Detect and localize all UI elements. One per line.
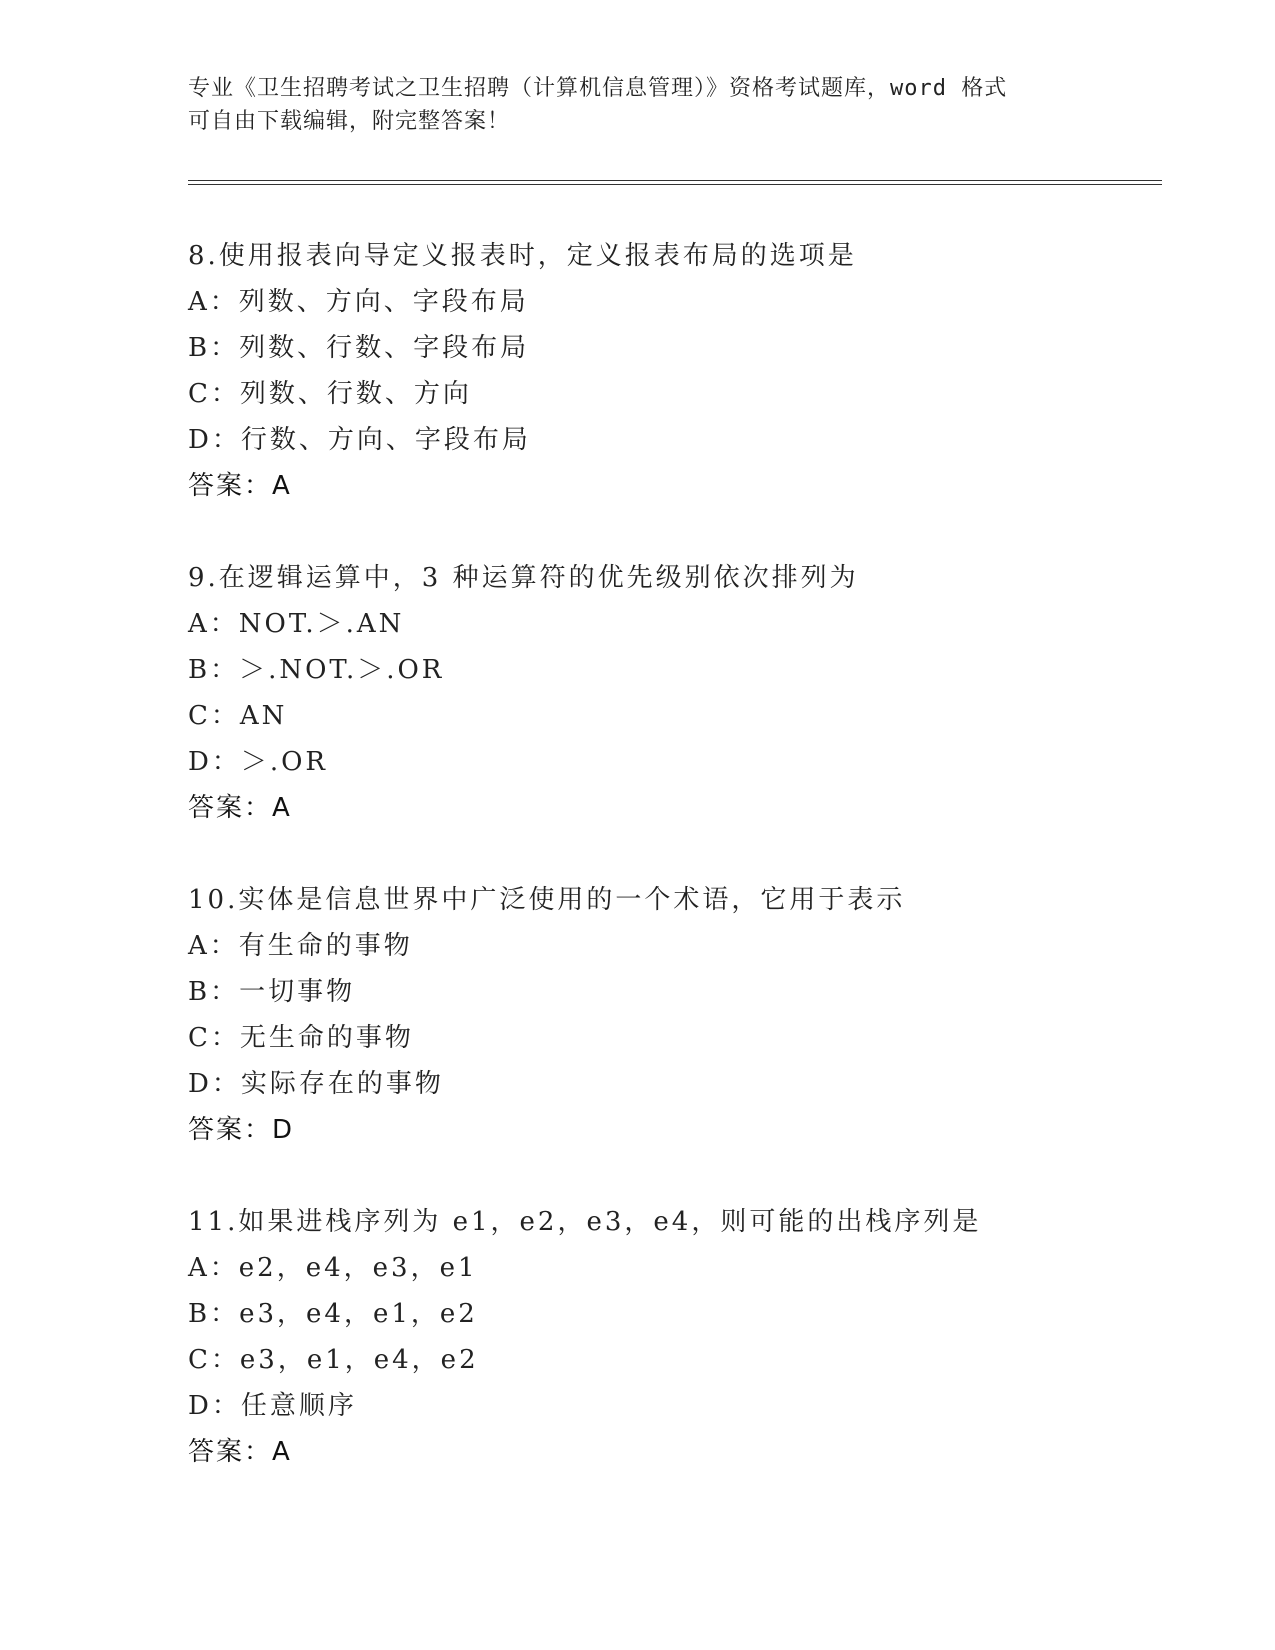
question-10 xyxy=(188,877,1128,1153)
document-header xyxy=(188,72,1088,138)
question-stem: 9.在逻辑运算中，3 种运算符的优先级别依次排列为 xyxy=(188,563,859,593)
option-b: B：一切事物 xyxy=(188,977,356,1007)
option-d: D：实际存在的事物 xyxy=(188,1069,444,1099)
option-c: C：AN xyxy=(188,701,288,731)
option-b: B：＞.NOT.＞.OR xyxy=(188,655,445,685)
answer-line: 答案：A xyxy=(188,471,292,501)
answer-line: 答案：A xyxy=(188,793,292,823)
option-a: A：e2，e4，e3，e1 xyxy=(188,1253,478,1283)
option-c: C：列数、行数、方向 xyxy=(188,379,472,409)
option-a: A：有生命的事物 xyxy=(188,931,413,961)
option-a: A：NOT.＞.AN xyxy=(188,609,405,639)
question-11 xyxy=(188,1199,1128,1475)
option-a: A：列数、方向、字段布局 xyxy=(188,287,529,317)
option-c: C：无生命的事物 xyxy=(188,1023,414,1053)
question-stem: 11.如果进栈序列为 e1，e2，e3，e4，则可能的出栈序列是 xyxy=(188,1207,982,1237)
option-d: D：＞.OR xyxy=(188,747,329,777)
option-d: D：行数、方向、字段布局 xyxy=(188,425,531,455)
header-line-1: 专业《卫生招聘考试之卫生招聘（计算机信息管理）》资格考试题库，word 格式 xyxy=(188,76,1008,101)
question-9 xyxy=(188,555,1128,831)
option-c: C：e3，e1，e4，e2 xyxy=(188,1345,479,1375)
option-d: D：任意顺序 xyxy=(188,1391,357,1421)
option-b: B：e3，e4，e1，e2 xyxy=(188,1299,478,1329)
header-divider-top xyxy=(188,180,1162,181)
question-stem: 10.实体是信息世界中广泛使用的一个术语，它用于表示 xyxy=(188,885,906,915)
header-divider-bottom xyxy=(188,184,1162,185)
header-line-2: 可自由下载编辑，附完整答案！ xyxy=(188,109,511,134)
question-8 xyxy=(188,233,1128,509)
answer-line: 答案：A xyxy=(188,1437,292,1467)
question-stem: 8.使用报表向导定义报表时，定义报表布局的选项是 xyxy=(188,241,857,271)
answer-line: 答案：D xyxy=(188,1115,295,1145)
option-b: B：列数、行数、字段布局 xyxy=(188,333,530,363)
